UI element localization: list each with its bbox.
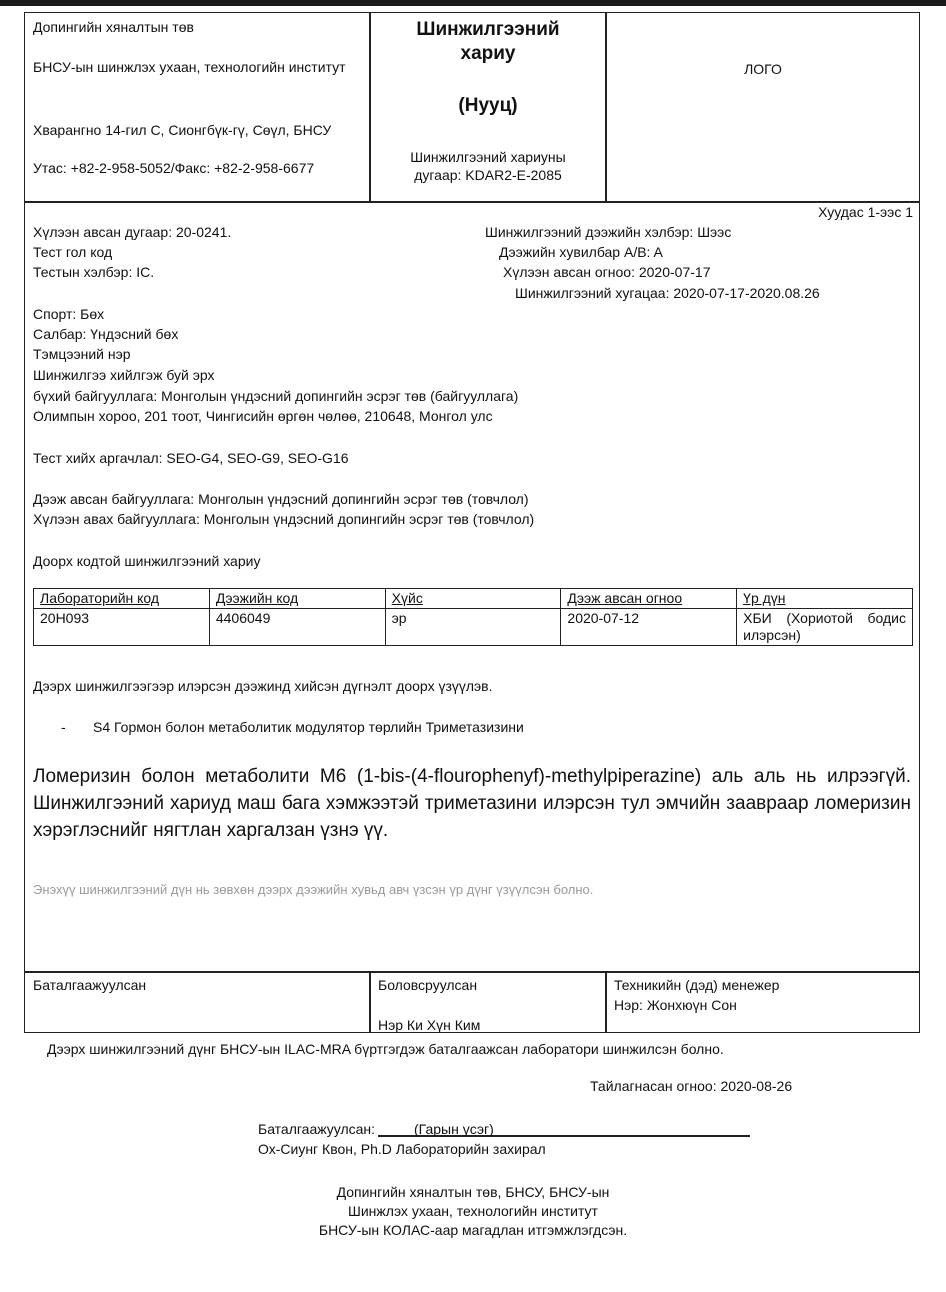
column-header: Дээж авсан огноо <box>561 589 737 609</box>
report-date: Тайлагнасан огноо: 2020-08-26 <box>590 1078 793 1094</box>
column-header: Хүйс <box>385 589 561 609</box>
received-date: Хүлээн авсан огноо: 2020-07-17 <box>503 264 711 280</box>
column-header: Үр дүн <box>737 589 913 609</box>
prepared-name: Нэр Ки Хүн Ким <box>378 1017 481 1033</box>
authority-org: бүхий байгууллага: Монголын үндэсний допингийн эсрэг төв (байгууллага) <box>33 388 519 404</box>
gender-cell: эр <box>385 609 561 646</box>
test-methods: Тест хийх аргачлал: SEO-G4, SEO-G9, SEO-G16 <box>33 450 349 466</box>
sample-type: Шинжилгээний дээжийн хэлбэр: Шээс <box>485 224 732 240</box>
competition-name: Тэмцээний нэр <box>33 346 131 362</box>
institute-name: БНСУ-ын шинжлэх ухаан, технологийн институт <box>33 59 346 75</box>
confidential-label: (Нууц) <box>458 95 518 116</box>
received-number: Хүлээн авсан дугаар: 20-0241. <box>33 224 232 240</box>
sample-code-cell: 4406049 <box>209 609 385 646</box>
report-number: Шинжилгээний хариуны дугаар: KDAR2-E-2085 <box>410 149 566 183</box>
results-table <box>33 588 913 646</box>
table-row <box>34 609 913 646</box>
approved-by-label: Баталгаажуулсан: <box>258 1121 376 1137</box>
footer-org-line1: Допингийн хяналтын төв, БНСУ, БНСУ-ын <box>336 1184 610 1200</box>
signature-placeholder: (Гарын үсэг) <box>414 1121 494 1137</box>
bullet-dash: - <box>61 719 66 735</box>
sport: Спорт: Бөх <box>33 306 105 322</box>
result-cell: ХБИ (Хориотой бодис илэрсэн) <box>737 609 913 646</box>
footer-org-line2: Шинжлэх ухаан, технологийн институт <box>348 1203 598 1219</box>
collecting-org: Дээж авсан байгууллага: Монголын үндэсний допингийн эсрэг төв (товчлол) <box>33 491 529 507</box>
top-bar <box>0 0 946 6</box>
findings-intro: Дээрх шинжилгээгээр илэрсэн дээжинд хийсэн дүгнэлт доорх үзүүлэв. <box>33 678 493 694</box>
signature-divider-1 <box>369 971 371 1033</box>
sample-version: Дээжийн хувилбар A/B: A <box>499 244 663 260</box>
column-header: Дээжийн код <box>209 589 385 609</box>
lab-director: Ох-Сиунг Квон, Ph.D Лабораторийн захирал <box>258 1141 546 1157</box>
test-code: Тест гол код <box>33 244 113 260</box>
disclaimer: Энэхүү шинжилгээний дүн нь зөвхөн дээрх дээжийн хувьд авч үзсэн үр дүнг үзүүлсэн болно. <box>33 882 594 897</box>
table-header-row <box>34 589 913 609</box>
logo-placeholder: ЛОГО <box>744 61 782 77</box>
report-document <box>24 12 920 1033</box>
technical-manager-label: Техникийн (дэд) менежер <box>614 977 780 993</box>
accreditation-note: Дээрх шинжилгээний дүнг БНСУ-ын ILAC-MRA бүртгэгдэж баталгаажсан лаборатори шинжилсэн болно. <box>47 1041 724 1057</box>
header-divider-2 <box>605 13 607 201</box>
prepared-label: Боловсруулсан <box>378 977 478 993</box>
footer-org-line3: БНСУ-ын КОЛАС-аар магадлан итгэмжлэгдсэн. <box>318 1222 628 1238</box>
technical-manager-name: Нэр: Жонхюүн Сон <box>614 997 737 1013</box>
test-type: Тестын хэлбэр: IC. <box>33 264 155 280</box>
receiving-org: Хүлээн авах байгууллага: Монголын үндэсний допингийн эсрэг төв (товчлол) <box>33 511 535 527</box>
page-number: Хуудас 1-ээс 1 <box>818 204 913 220</box>
signature-top-line <box>25 971 919 973</box>
authority-address: Олимпын хороо, 201 тоот, Чингисийн өргөн чөлөө, 210648, Монгол улс <box>33 408 493 424</box>
institute-address: Хварангно 14-гил С, Сионгбүк-гү, Сөүл, БНСУ <box>33 122 332 138</box>
results-intro: Доорх кодтой шинжилгээний хариу <box>33 553 261 569</box>
signature-divider-2 <box>605 971 607 1033</box>
phone-fax: Утас: +82-2-958-5052/Факс: +82-2-958-6677 <box>33 160 315 176</box>
org-name: Допингийн хяналтын төв <box>33 19 194 35</box>
authority-label: Шинжилгээ хийлгэж буй эрх <box>33 367 215 383</box>
lab-code-cell: 20H093 <box>34 609 210 646</box>
approved-label: Баталгаажуулсан <box>33 977 147 993</box>
column-header: Лабораторийн код <box>34 589 210 609</box>
sample-date-cell: 2020-07-12 <box>561 609 737 646</box>
lomerizine-note: Ломеризин болон метаболити М6 (1-bis-(4-flourophenyf)-methylpiperazine) аль аль нь илрээгүй. Шинжилгээний хариуд маш бага хэмжээтэй триметазини илэрсэн тул эмчийн заавраар ломеризин хэрэглэснийг нягтлан харгалзан үзнэ үү. <box>33 766 911 841</box>
finding-item: S4 Гормон болон метаболитик модулятор төрлийн Триметазизини <box>93 719 524 735</box>
discipline: Салбар: Үндэсний бөх <box>33 326 179 342</box>
report-title: Шинжилгээний хариу <box>416 19 560 64</box>
analysis-period: Шинжилгээний хугацаа: 2020-07-17-2020.08.26 <box>515 285 820 301</box>
